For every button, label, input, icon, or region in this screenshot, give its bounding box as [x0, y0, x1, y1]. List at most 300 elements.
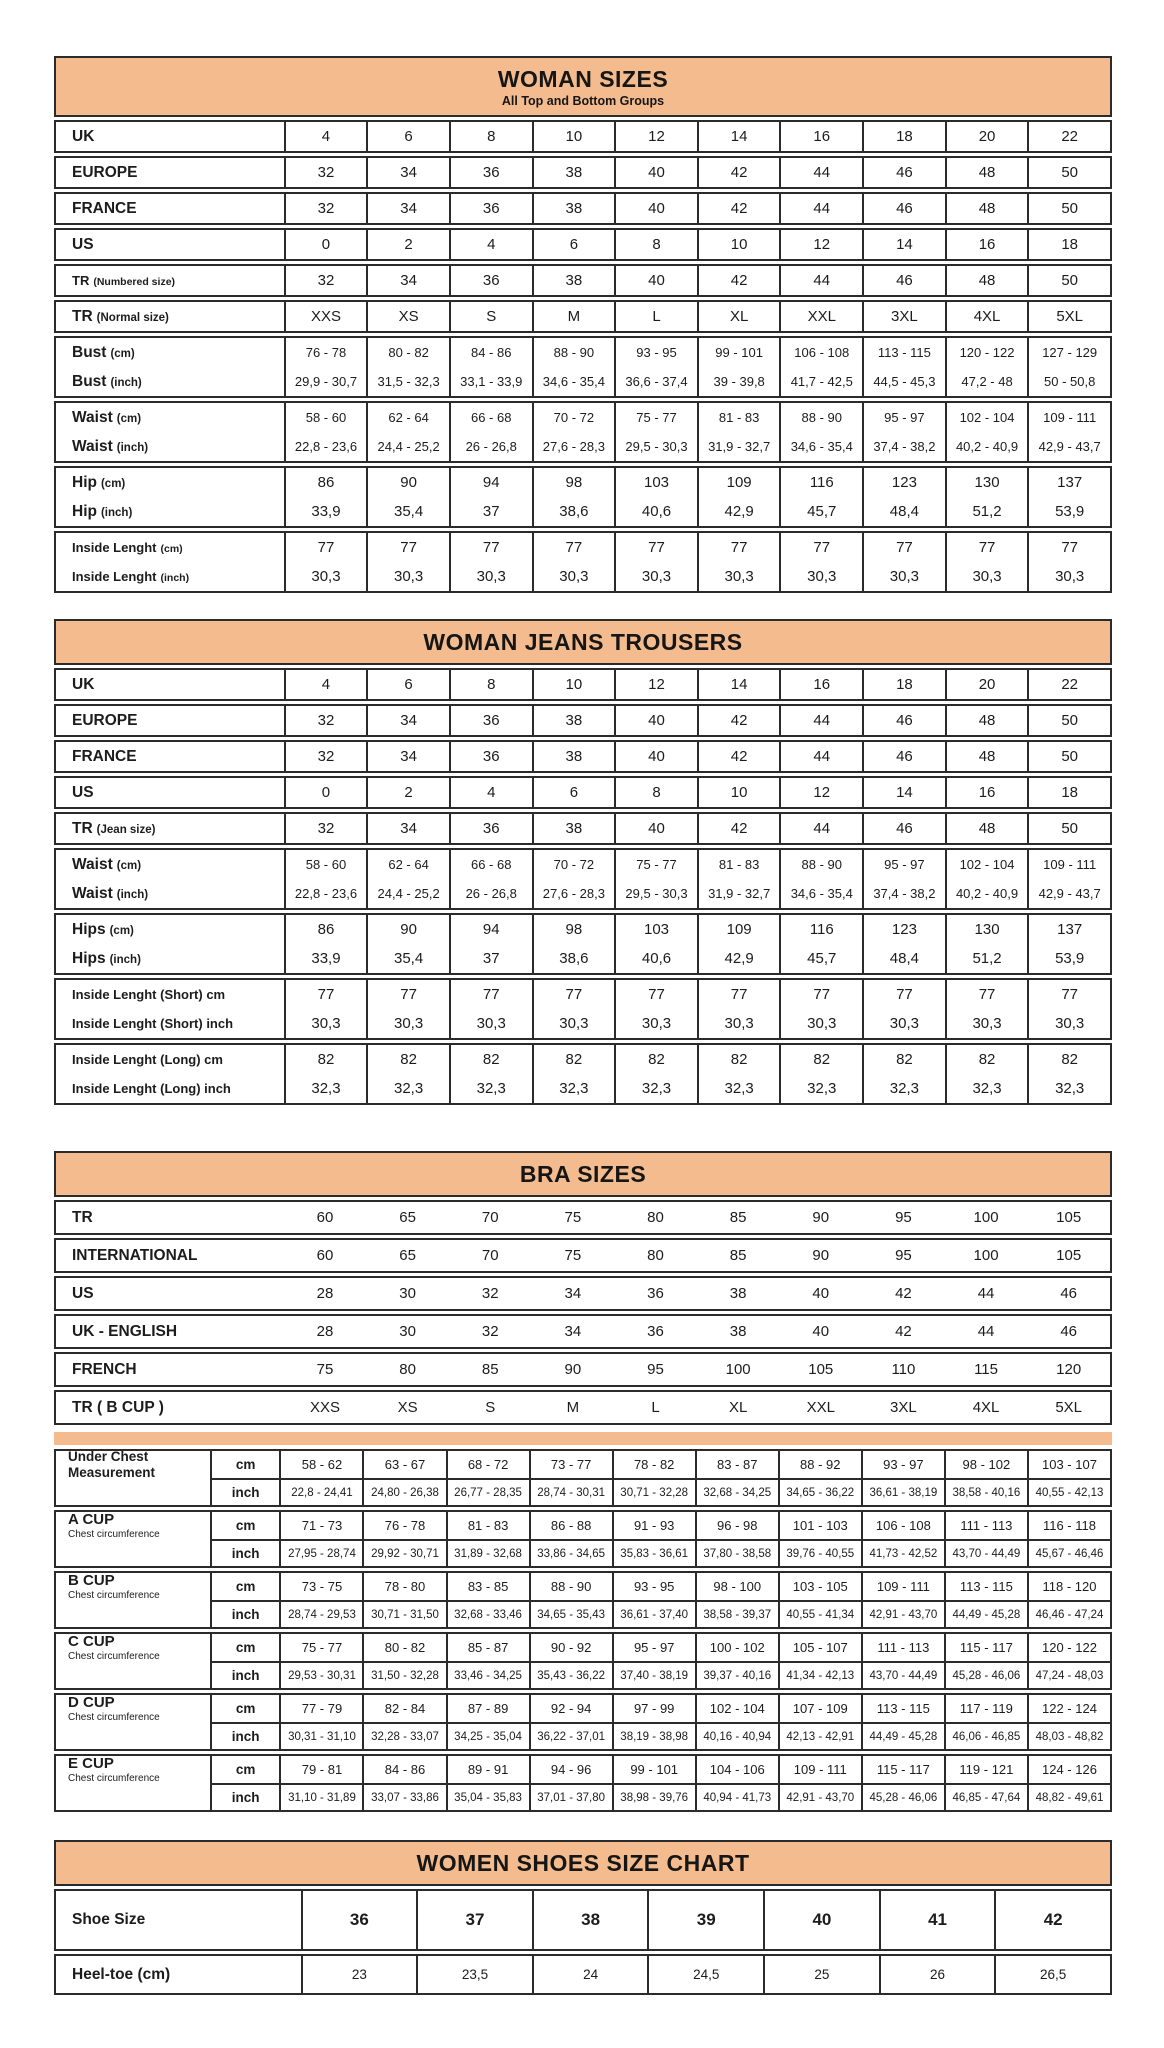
value-cell: M [532, 302, 615, 331]
value-cell: 34 [564, 1285, 582, 1302]
value-cell: 24,80 - 26,38 [362, 1478, 445, 1505]
value-cell: 37,80 - 38,58 [695, 1539, 778, 1566]
value-cell: 82 [697, 1045, 780, 1074]
value-cell: 36,6 - 37,4 [614, 367, 697, 396]
value-cell: 78 - 80 [362, 1573, 445, 1600]
value-cell: 116 - 118 [1027, 1512, 1110, 1539]
value-cell: 32 [481, 1323, 499, 1340]
value-cell: 81 - 83 [446, 1512, 529, 1539]
value-cell: 34 [366, 742, 449, 771]
value-cell: 130 [945, 468, 1028, 497]
row-group [54, 401, 1112, 463]
value-cell: 29,9 - 30,7 [284, 367, 367, 396]
value-cell: 36,61 - 38,19 [861, 1478, 944, 1505]
value-cell: 40 [614, 706, 697, 735]
value-cell: 30,3 [614, 562, 697, 591]
value-cell: 96 - 98 [695, 1512, 778, 1539]
row-label-text: Bust [72, 343, 107, 361]
value-cell: 38 [532, 814, 615, 843]
value-cell: 99 - 101 [612, 1756, 695, 1783]
value-cell: 103 - 105 [778, 1573, 861, 1600]
value-cell: 95 - 97 [862, 850, 945, 879]
value-cell: 90 [366, 468, 449, 497]
value-cell: 4 [449, 230, 532, 259]
value-cell: 28,74 - 29,53 [279, 1600, 362, 1627]
value-cell: 29,5 - 30,3 [614, 879, 697, 908]
value-cell: 46 [862, 814, 945, 843]
value-cell: 88 - 90 [529, 1573, 612, 1600]
value-cell: 47,2 - 48 [945, 367, 1028, 396]
row-group [54, 264, 1112, 297]
value-cell: 42 [697, 706, 780, 735]
unit-cell: inch [210, 1600, 280, 1627]
value-cell: 100 - 102 [695, 1634, 778, 1661]
value-cell: 137 [1027, 468, 1110, 497]
value-cell: 46,06 - 46,85 [944, 1722, 1027, 1749]
unit-cell: cm [210, 1634, 280, 1661]
value-cell: 41,73 - 42,52 [861, 1539, 944, 1566]
cup-label-subtext: Chest circumference [68, 1773, 160, 1783]
row-label-text: Hip [72, 473, 97, 491]
value-cell: 12 [614, 670, 697, 699]
value-cell: 103 [614, 915, 697, 944]
value-cell: 65 [399, 1247, 416, 1264]
value-cell: 123 [862, 468, 945, 497]
cup-label-subtext: Chest circumference [68, 1590, 160, 1600]
value-cell: 30,3 [614, 1009, 697, 1038]
cup-label [56, 1573, 210, 1600]
value-cell: 36 [449, 706, 532, 735]
value-cell: 43,70 - 44,49 [861, 1661, 944, 1688]
row-label-unit: (Numbered size) [93, 275, 176, 288]
value-cell: 40 [763, 1891, 879, 1949]
value-cell: 42 [994, 1891, 1110, 1949]
value-cell: 51,2 [945, 497, 1028, 526]
value-cell: 22,8 - 23,6 [284, 879, 367, 908]
row-group [54, 1043, 1112, 1105]
row-label-text: Waist [72, 855, 113, 873]
row-label [56, 1074, 284, 1103]
value-cell: 36 [449, 194, 532, 223]
value-cell: 44,49 - 45,28 [861, 1722, 944, 1749]
value-cell: 100 [973, 1209, 999, 1226]
value-cell: 0 [284, 778, 367, 807]
value-cell: 95 [895, 1247, 912, 1264]
unit-cell: inch [210, 1722, 280, 1749]
row-label [56, 742, 284, 771]
value-cell: 102 - 104 [945, 850, 1028, 879]
row-label-text: US [72, 783, 94, 801]
value-cell: 14 [697, 122, 780, 151]
value-cell: 42 [697, 158, 780, 187]
value-cell: 101 - 103 [778, 1512, 861, 1539]
bra-sizes-title: BRA SIZES [519, 1161, 647, 1187]
value-cell: 70 [481, 1247, 499, 1264]
value-cell: 30,3 [1027, 562, 1110, 591]
value-cell: 105 [808, 1361, 834, 1378]
row-label-unit: (Normal size) [96, 311, 169, 324]
unit-cell: cm [210, 1756, 280, 1783]
value-cell: 18 [862, 122, 945, 151]
woman-sizes-title: WOMAN SIZES [497, 66, 669, 92]
cup-label [56, 1451, 210, 1478]
cup-row-group [54, 1632, 1112, 1690]
value-cell: 32 [284, 706, 367, 735]
value-cell: 47,24 - 48,03 [1027, 1661, 1110, 1688]
value-cell: 106 - 108 [779, 338, 862, 367]
value-cell: 34 [366, 706, 449, 735]
row-label-text: US [72, 235, 94, 253]
value-cell: 46 [862, 158, 945, 187]
value-cell: 31,50 - 32,28 [362, 1661, 445, 1688]
value-cell: 46,46 - 47,24 [1027, 1600, 1110, 1627]
value-cell: 31,10 - 31,89 [279, 1783, 362, 1810]
row-label-unit: (inch) [116, 441, 149, 454]
row-label-text: Bust [72, 372, 107, 390]
value-cell: 32,3 [697, 1074, 780, 1103]
value-cell: 76 - 78 [284, 338, 367, 367]
value-cell: 46 [862, 194, 945, 223]
cup-label-text: E CUP [68, 1756, 114, 1772]
row-group [54, 336, 1112, 398]
value-cell: 43,70 - 44,49 [944, 1539, 1027, 1566]
row-label-text: Shoe Size [72, 1911, 146, 1928]
value-cell: 48,4 [862, 497, 945, 526]
value-cell: 6 [366, 122, 449, 151]
value-cell: 33,9 [284, 497, 367, 526]
value-cell: 34 [366, 266, 449, 295]
value-cell: 32,3 [614, 1074, 697, 1103]
value-cell: 48 [945, 706, 1028, 735]
value-cell: 38,98 - 39,76 [612, 1783, 695, 1810]
value-cell: 24,5 [647, 1956, 763, 1993]
value-cell: 116 [779, 915, 862, 944]
value-cell: 38,6 [532, 944, 615, 973]
value-cell: 119 - 121 [944, 1756, 1027, 1783]
row-label-text: US [72, 1284, 94, 1302]
value-cell: 37 [416, 1891, 532, 1949]
value-cell: 77 [945, 980, 1028, 1009]
separator-strip [54, 1432, 1112, 1445]
value-cell: 42,9 - 43,7 [1027, 879, 1110, 908]
value-cell: XL [728, 1399, 748, 1416]
value-cell: 100 [725, 1361, 751, 1378]
value-cell: 39 - 39,8 [697, 367, 780, 396]
value-cell: 40 [614, 742, 697, 771]
value-cell: 109 - 111 [778, 1756, 861, 1783]
value-cell: 44 [779, 706, 862, 735]
value-cell: 30,3 [697, 562, 780, 591]
value-cell: 115 [974, 1361, 998, 1378]
value-cell: 40 [812, 1323, 830, 1340]
value-cell: 45,7 [779, 497, 862, 526]
value-cell: 10 [697, 778, 780, 807]
value-cell: 37 [449, 497, 532, 526]
value-cell: 50 - 50,8 [1027, 367, 1110, 396]
value-cell: 4 [449, 778, 532, 807]
value-cell: 45,67 - 46,46 [1027, 1539, 1110, 1566]
value-cell: 127 - 129 [1027, 338, 1110, 367]
value-cell: 73 - 77 [529, 1451, 612, 1478]
row-label [56, 562, 284, 591]
value-cell: 32,68 - 34,25 [695, 1478, 778, 1505]
value-cell: 88 - 92 [778, 1451, 861, 1478]
row-label-text: TR [72, 819, 93, 837]
value-cell: 98 - 100 [695, 1573, 778, 1600]
value-cell: 50 [1027, 266, 1110, 295]
value-cell: 14 [862, 230, 945, 259]
value-cell: 30,3 [366, 1009, 449, 1038]
value-cell: 62 - 64 [366, 403, 449, 432]
row-label-text: TR [72, 273, 90, 288]
value-cell: 137 [1027, 915, 1110, 944]
value-cell: 31,9 - 32,7 [697, 432, 780, 461]
value-cell: 34,6 - 35,4 [532, 367, 615, 396]
value-cell: 38 [729, 1285, 747, 1302]
row-label [56, 1045, 284, 1074]
value-cell: 10 [697, 230, 780, 259]
value-cell: 32,3 [862, 1074, 945, 1103]
value-cell: 26 - 26,8 [449, 879, 532, 908]
value-cell: 4XL [972, 1399, 1000, 1416]
value-cell: 34,6 - 35,4 [779, 879, 862, 908]
row-label-unit: (cm) [116, 412, 142, 425]
value-cell: 77 [532, 533, 615, 562]
value-cell: 77 [449, 533, 532, 562]
value-cell: 75 [564, 1209, 582, 1226]
value-cell: 30,3 [284, 562, 367, 591]
cup-label-subtext: Chest circumference [68, 1529, 160, 1539]
unit-cell: inch [210, 1783, 280, 1810]
value-cell: 24 [532, 1956, 648, 1993]
value-cell: 38 [532, 1891, 648, 1949]
value-cell: 33,07 - 33,86 [362, 1783, 445, 1810]
value-cell: 30,3 [697, 1009, 780, 1038]
value-cell: 23 [301, 1956, 417, 1993]
value-cell: 46 [862, 706, 945, 735]
value-cell: 27,6 - 28,3 [532, 879, 615, 908]
value-cell: 53,9 [1027, 497, 1110, 526]
value-cell: 109 - 111 [1027, 850, 1110, 879]
value-cell: 30,31 - 31,10 [279, 1722, 362, 1749]
row-group [54, 848, 1112, 910]
woman-sizes-body [54, 120, 1112, 593]
value-cell: 88 - 90 [532, 338, 615, 367]
value-cell: 33,9 [284, 944, 367, 973]
row-label-text: EUROPE [72, 163, 138, 181]
value-cell: 30,3 [284, 1009, 367, 1038]
value-cell: 80 - 82 [362, 1634, 445, 1661]
value-cell: 120 - 122 [1027, 1634, 1110, 1661]
value-cell: 124 - 126 [1027, 1756, 1110, 1783]
cup-label-text: B CUP [68, 1573, 115, 1589]
value-cell: 44 [779, 266, 862, 295]
value-cell: 48,03 - 48,82 [1027, 1722, 1110, 1749]
cup-label-text: C CUP [68, 1634, 115, 1650]
value-cell: 30,3 [532, 1009, 615, 1038]
value-cell: 75 - 77 [614, 850, 697, 879]
value-cell: 85 - 87 [446, 1634, 529, 1661]
value-cell: 42 [895, 1285, 912, 1302]
value-cell: 77 [697, 533, 780, 562]
value-cell: 32 [284, 266, 367, 295]
row-label [56, 338, 284, 367]
row-label-unit: (inch) [109, 953, 141, 966]
cup-row-group [54, 1571, 1112, 1629]
value-cell: XS [397, 1399, 418, 1416]
cup-label [56, 1512, 210, 1539]
value-cell: 34,65 - 36,22 [778, 1478, 861, 1505]
row-label-unit: (Jean size) [96, 823, 156, 836]
value-cell: 117 - 119 [944, 1695, 1027, 1722]
value-cell: 122 - 124 [1027, 1695, 1110, 1722]
value-cell: 46 [1060, 1285, 1078, 1302]
row-label [56, 533, 284, 562]
value-cell: 77 [284, 533, 367, 562]
value-cell: 14 [697, 670, 780, 699]
value-cell: 46 [1060, 1323, 1078, 1340]
value-cell: 94 [449, 468, 532, 497]
value-cell: 40,2 - 40,9 [945, 879, 1028, 908]
row-label [56, 468, 284, 497]
value-cell: 42 [895, 1323, 912, 1340]
value-cell: 85 [729, 1247, 747, 1264]
row-label-text: FRANCE [72, 747, 137, 765]
value-cell: 77 [532, 980, 615, 1009]
value-cell: 48 [945, 814, 1028, 843]
value-cell: 32 [284, 742, 367, 771]
value-cell: 38 [729, 1323, 747, 1340]
value-cell: 42 [697, 194, 780, 223]
row-label [56, 879, 284, 908]
row-label [56, 814, 284, 843]
row-label [56, 158, 284, 187]
value-cell: 27,6 - 28,3 [532, 432, 615, 461]
row-label-text: TR [72, 307, 93, 325]
value-cell: 90 - 92 [529, 1634, 612, 1661]
value-cell: 32 [284, 158, 367, 187]
value-cell: 30,71 - 31,50 [362, 1600, 445, 1627]
value-cell: 6 [532, 230, 615, 259]
value-cell: 77 [449, 980, 532, 1009]
value-cell: 30 [399, 1285, 416, 1302]
value-cell: 22,8 - 23,6 [284, 432, 367, 461]
value-cell: 26 [879, 1956, 995, 1993]
value-cell: 35,83 - 36,61 [612, 1539, 695, 1566]
value-cell: 58 - 60 [284, 403, 367, 432]
jeans-trousers-header [54, 619, 1112, 665]
value-cell: 18 [1027, 778, 1110, 807]
value-cell: 91 - 93 [612, 1512, 695, 1539]
row-group [54, 1238, 1112, 1273]
row-label-text: FRANCE [72, 199, 137, 217]
value-cell: 30 [399, 1323, 416, 1340]
cup-label-text: A CUP [68, 1512, 115, 1528]
value-cell: 50 [1027, 706, 1110, 735]
value-cell: 97 - 99 [612, 1695, 695, 1722]
value-cell: 37,4 - 38,2 [862, 432, 945, 461]
value-cell: 70 - 72 [532, 850, 615, 879]
value-cell: 94 [449, 915, 532, 944]
value-cell: 37,01 - 37,80 [529, 1783, 612, 1810]
value-cell: 30,3 [945, 1009, 1028, 1038]
unit-cell: cm [210, 1573, 280, 1600]
row-label-unit: (cm) [110, 347, 135, 360]
value-cell: 41 [879, 1891, 995, 1949]
value-cell: 36,61 - 37,40 [612, 1600, 695, 1627]
value-cell: 82 [1027, 1045, 1110, 1074]
value-cell: 86 [284, 468, 367, 497]
value-cell: 26 - 26,8 [449, 432, 532, 461]
value-cell: 82 [366, 1045, 449, 1074]
row-label-text: INTERNATIONAL [72, 1246, 198, 1264]
value-cell: 8 [614, 230, 697, 259]
jeans-trousers-table [54, 619, 1112, 1105]
value-cell: 23,5 [416, 1956, 532, 1993]
value-cell: 30,3 [862, 562, 945, 591]
value-cell: 80 - 82 [366, 338, 449, 367]
value-cell: 37 [449, 944, 532, 973]
row-label-text: Waist [72, 437, 113, 455]
value-cell: 34 [366, 194, 449, 223]
value-cell: 45,7 [779, 944, 862, 973]
value-cell: 103 - 107 [1027, 1451, 1110, 1478]
value-cell: 66 - 68 [449, 850, 532, 879]
value-cell: 77 [862, 533, 945, 562]
value-cell: 45,28 - 46,06 [861, 1783, 944, 1810]
value-cell: 85 [481, 1361, 499, 1378]
cup-label-subtext: Chest circumference [68, 1712, 160, 1722]
row-label-text: Hip [72, 502, 97, 520]
value-cell: 104 - 106 [695, 1756, 778, 1783]
row-label-text: Hips [72, 920, 106, 938]
value-cell: 32 [284, 814, 367, 843]
value-cell: 35,4 [366, 497, 449, 526]
value-cell: 95 [895, 1209, 912, 1226]
row-group [54, 228, 1112, 261]
value-cell: XL [697, 302, 780, 331]
row-label-unit: (inch) [110, 376, 142, 389]
value-cell: 78 - 82 [612, 1451, 695, 1478]
row-label [56, 980, 284, 1009]
value-cell: 70 - 72 [532, 403, 615, 432]
jeans-trousers-title: WOMAN JEANS TROUSERS [423, 629, 743, 655]
value-cell: 102 - 104 [945, 403, 1028, 432]
value-cell: 25 [763, 1956, 879, 1993]
value-cell: 109 - 111 [861, 1573, 944, 1600]
value-cell: 99 - 101 [697, 338, 780, 367]
value-cell: 32,3 [366, 1074, 449, 1103]
value-cell: 42 [697, 266, 780, 295]
value-cell: 120 [1056, 1361, 1082, 1378]
value-cell: 84 - 86 [362, 1756, 445, 1783]
value-cell: 58 - 62 [279, 1451, 362, 1478]
cup-row-group [54, 1510, 1112, 1568]
value-cell: 32 [481, 1285, 499, 1302]
value-cell: 36 [647, 1323, 664, 1340]
value-cell: 130 [945, 915, 1028, 944]
value-cell: 77 [779, 980, 862, 1009]
value-cell: 38 [532, 266, 615, 295]
row-label [56, 497, 284, 526]
value-cell: 32,3 [532, 1074, 615, 1103]
row-group [54, 913, 1112, 975]
value-cell: 20 [945, 122, 1028, 151]
value-cell: 82 [862, 1045, 945, 1074]
value-cell: 48 [945, 158, 1028, 187]
value-cell: 36 [647, 1285, 664, 1302]
value-cell: 32,3 [945, 1074, 1028, 1103]
